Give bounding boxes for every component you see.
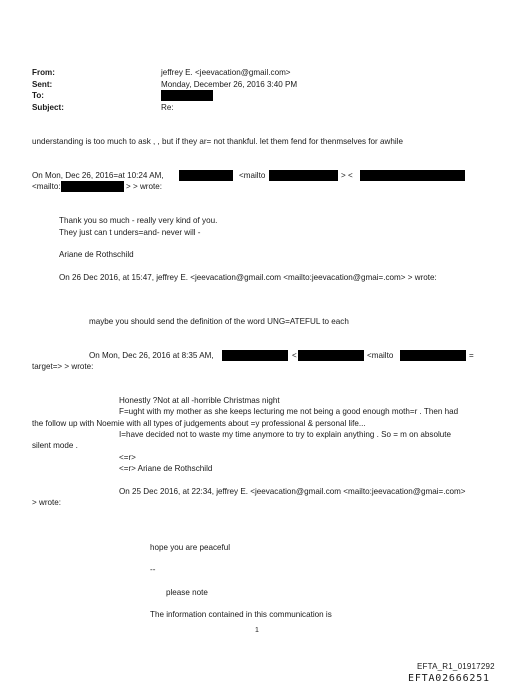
- quote3-redaction-3: [400, 350, 466, 361]
- page-number: 1: [255, 627, 259, 634]
- quote1-redaction-3: [360, 170, 465, 181]
- quote4-header: On 25 Dec 2016, at 22:34, jeffrey E. <jeevacation@gmail.com <mailto:jeevacation@gmai=.com>: [119, 487, 466, 496]
- reply1-signature: Ariane de Rothschild: [59, 250, 134, 259]
- reply3-line-3: the follow up with Noemie with all types of judgements about =y professional & personal life...: [32, 419, 366, 428]
- quote1-mailto-a: <mailto: [239, 171, 266, 180]
- reply3-line-7: <=r> Ariane de Rothschild: [119, 464, 213, 473]
- quote3-target: target=> > wrote:: [32, 362, 94, 371]
- reply1-line-2: They just can t unders=and- never will -: [59, 228, 201, 237]
- reply4-line-1: hope you are peaceful: [150, 543, 231, 552]
- sent-value: Monday, December 26, 2016 3:40 PM: [161, 80, 298, 89]
- quote3-lt: <: [292, 351, 297, 360]
- reply3-line-5: silent mode .: [32, 441, 78, 450]
- reply3-line-2: F=ught with my mother as she keeps lecturing me not being a good enough moth=r . Then had: [119, 407, 459, 416]
- subject-label: Subject:: [32, 103, 64, 112]
- quote4-wrote: > wrote:: [32, 498, 62, 507]
- reply3-line-1: Honestly ?Not at all -horrible Christmas night: [119, 396, 280, 405]
- reply4-line-2: --: [150, 565, 156, 574]
- from-label: From:: [32, 68, 55, 77]
- reply4-line-4: The information contained in this communication is: [150, 610, 332, 619]
- quote1-gt: > <: [341, 171, 353, 180]
- sent-label: Sent:: [32, 80, 53, 89]
- quote3-mailto: <mailto: [367, 351, 394, 360]
- quote1-on: On Mon, Dec 26, 2016=at 10:24 AM,: [32, 171, 164, 180]
- body-line-1: understanding is too much to ask , , but if they ar= not thankful. let them fend for thenmselves for awhile: [32, 137, 403, 146]
- quote1-redaction-4: [61, 181, 124, 192]
- reply3-line-4: I=have decided not to waste my time anymore to try to explain anything . So = m on absolute: [119, 430, 452, 439]
- quote3-eq: =: [469, 351, 474, 360]
- reply3-line-6: <=r>: [119, 453, 136, 462]
- subject-value: Re:: [161, 103, 174, 112]
- quote3-redaction-1: [222, 350, 288, 361]
- from-value: jeffrey E. <jeevacation@gmail.com>: [161, 68, 291, 77]
- quote1-mailto-b: <mailto:: [32, 182, 61, 191]
- bates-number-small: EFTA_R1_01917292: [417, 662, 495, 671]
- reply2-line: maybe you should send the definition of the word UNG=ATEFUL to each: [89, 317, 349, 326]
- bates-number-large: EFTA02666251: [408, 673, 490, 684]
- quote1-redaction-2: [269, 170, 338, 181]
- reply4-line-3: please note: [166, 588, 208, 597]
- quote2-header: On 26 Dec 2016, at 15:47, jeffrey E. <jeevacation@gmail.com <mailto:jeevacation@gmai=.com> > wrote:: [59, 273, 437, 282]
- to-redaction: [161, 90, 213, 101]
- reply1-line-1: Thank you so much - really very kind of you.: [59, 216, 218, 225]
- quote1-redaction-1: [179, 170, 233, 181]
- quote1-wrote: > > wrote:: [126, 182, 162, 191]
- to-label: To:: [32, 91, 44, 100]
- quote3-redaction-2: [298, 350, 364, 361]
- quote3-on: On Mon, Dec 26, 2016 at 8:35 AM,: [89, 351, 214, 360]
